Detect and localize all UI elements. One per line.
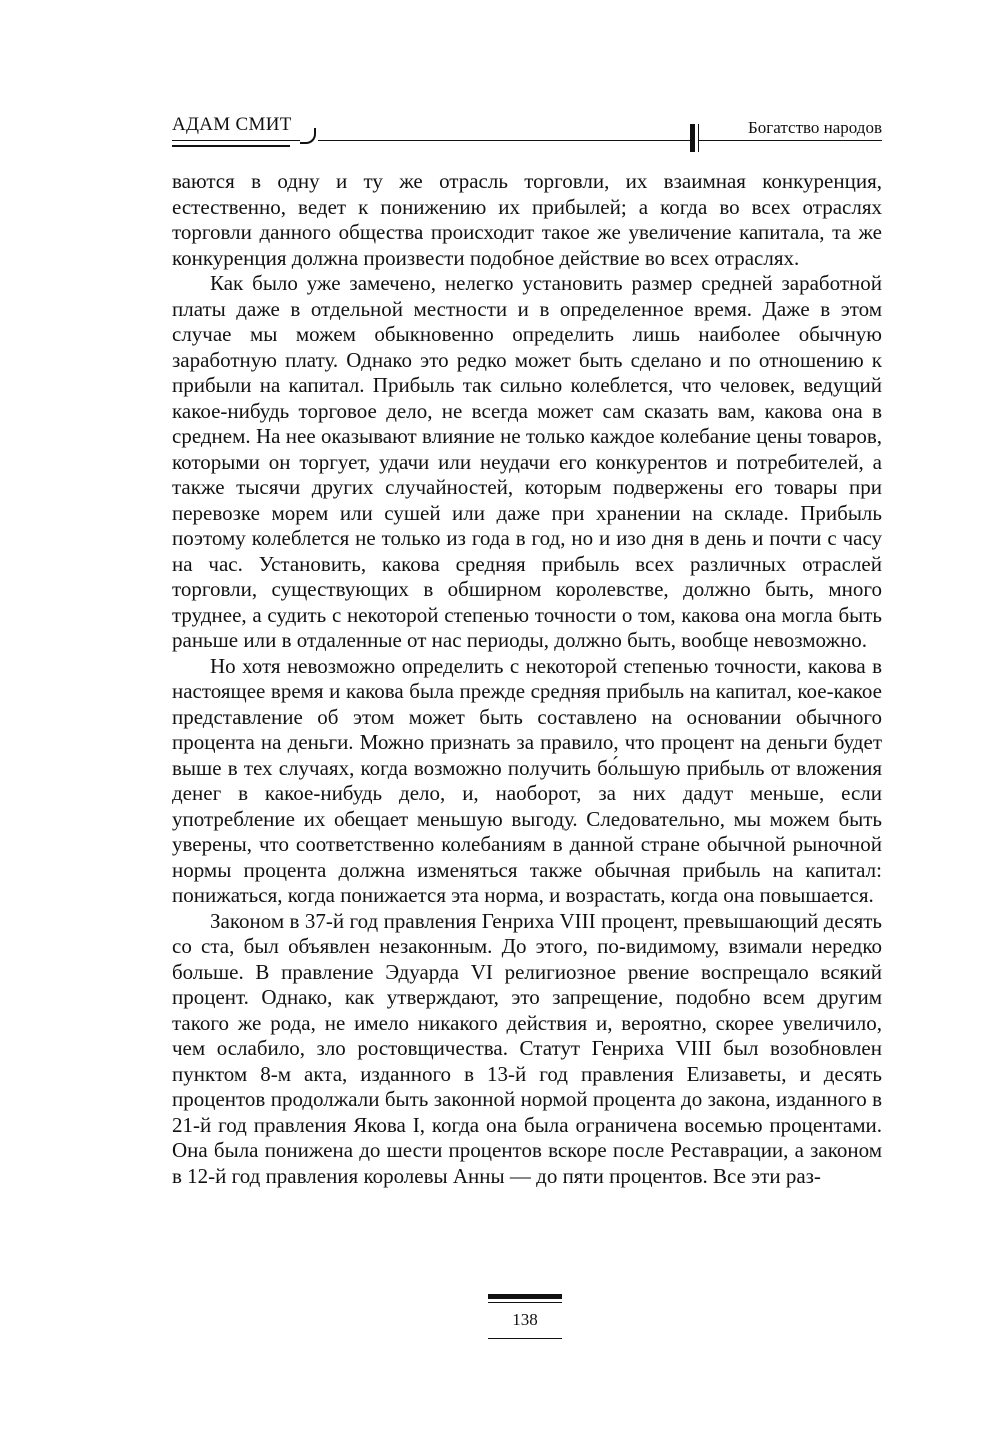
paragraph: Как было уже замечено, нелегко установить размер средней заработной платы даже в отдельной местности и в определенное время. Даже в этом случае мы можем обыкновенно определить лишь наиболее обычную заработную плату. Однако это редко может быть сделано и по отношению к прибыли на капитал. Прибыль так сильно колеблется, что человек, ведущий какое-нибудь торговое дело, не всегда может сам сказать вам, какова она в среднем. На нее оказывают влияние не только каждое колебание цены товаров, которыми он торгует, удачи или неудачи его конкурентов и потребителей, а также тысячи других случайностей, которым подвержены его товары при перевозке морем или сушей или даже при хранении на складе. Прибыль поэтому колеблется не только из года в год, но и изо дня в день и почти с часу на час. Установить, какова средняя прибыль всех различных отраслей торговли, существующих в обширном королевстве, должно быть, много труднее, а судить с некоторой степенью точности о том, какова она могла быть раньше или в отдаленные от нас периоды, должно быть, вообще невозможно.	[172, 271, 882, 652]
header-rule-right	[699, 140, 882, 141]
header-underline	[172, 140, 300, 141]
folio-rule	[488, 1302, 562, 1303]
header-divider-bar	[690, 124, 695, 152]
header-divider-thin	[698, 124, 699, 152]
folio-rule-bottom	[488, 1338, 562, 1339]
header-underline-thick	[172, 145, 290, 147]
running-header	[172, 112, 882, 154]
header-author: АДАМ СМИТ	[172, 114, 292, 135]
page-folio	[488, 1294, 562, 1344]
body-text	[172, 169, 882, 1189]
header-rule	[318, 140, 690, 141]
folio-bar	[488, 1294, 562, 1299]
paragraph-continued: ваются в одну и ту же отрасль торговли, их взаимная конкуренция, естественно, ведет к понижению их прибылей; а когда во всех отраслях торговли данного общества происходит такое же увеличение капитала, та же конкуренция должна произвести подобное действие во всех отраслях.	[172, 169, 882, 270]
page-number: 138	[512, 1310, 538, 1329]
header-book-title: Богатство народов	[748, 118, 882, 137]
header-flourish	[300, 128, 316, 144]
paragraph: Но хотя невозможно определить с некоторой степенью точности, какова в настоящее время и какова была прежде средняя прибыль на капитал, кое-какое представление об этом может быть составлено на основании обычного процента на деньги. Можно признать за правило, что процент на деньги будет выше в тех случаях, когда возможно получить бо́льшую прибыль от вложения денег в какое-нибудь дело, и, наоборот, за них дадут меньше, если употребление их обещает меньшую выгоду. Следовательно, мы можем быть уверены, что соответственно колебаниям в данной стране обычной рыночной нормы процента должна изменяться также обычная прибыль на капитал: понижаться, когда понижается эта норма, и возрастать, когда она повышается.	[172, 653, 882, 907]
paragraph: Законом в 37-й год правления Генриха VIII процент, превышающий десять со ста, был объявлен незаконным. До этого, по-видимому, взимали нередко больше. В правление Эдуарда VI религиозное рвение воспрещало всякий процент. Однако, как утверждают, это запрещение, подобно всем другим такого же рода, не имело никакого действия и, вероятно, скорее увеличило, чем ослабило, зло ростовщичества. Статут Генриха VIII был возобновлен пунктом 8-м акта, изданного в 13-й год правления Елизаветы, и десять процентов продолжали быть законной нормой процента до закона, изданного в 21-й год правления Якова I, когда она была ограничена восемью процентами. Она была понижена до шести процентов вскоре после Реставрации, а законом в 12-й год правления королевы Анны — до пяти процентов. Все эти раз-	[172, 908, 882, 1188]
